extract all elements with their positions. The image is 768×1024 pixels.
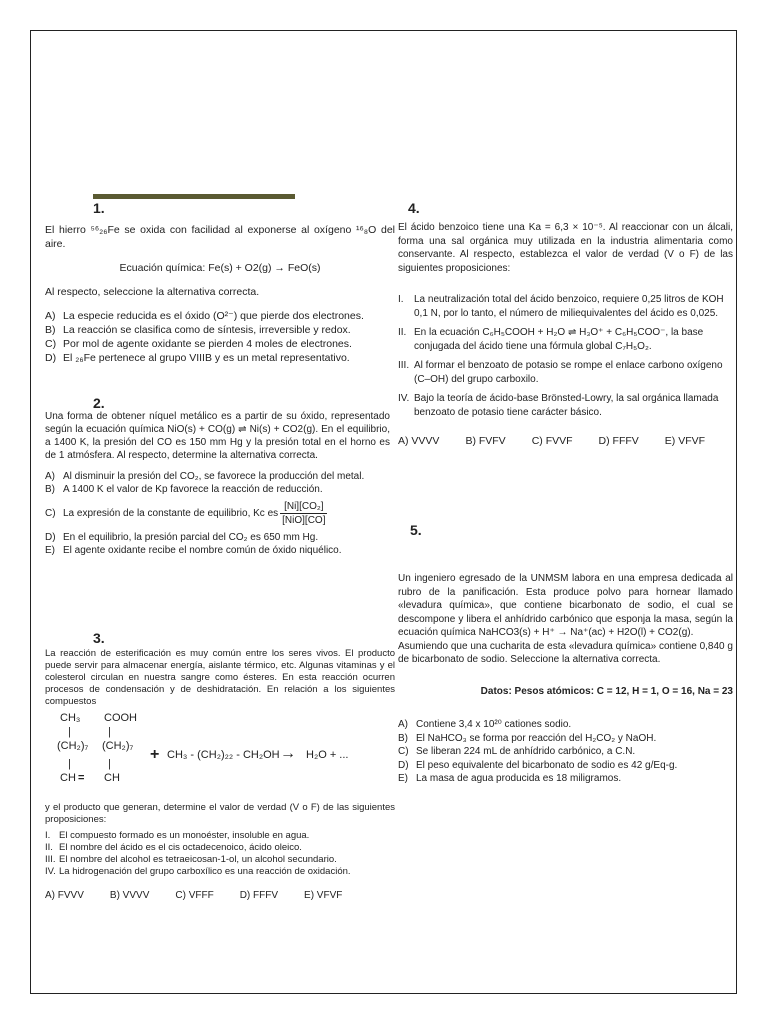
- q5-option-a: A) Contiene 3,4 x 10²⁰ cationes sodio.: [398, 719, 572, 730]
- q5-option-c: C) Se liberan 224 mL de anhídrido carbónico, a C.N.: [398, 746, 636, 757]
- q3-answer-a: A) FVVV: [45, 890, 84, 901]
- bond-line: |: [68, 726, 71, 738]
- q1-options: [45, 309, 395, 365]
- plus-sign: +: [150, 746, 160, 763]
- q1-option-b: B) La reacción se clasifica como de síntesis, irreversible y redox.: [45, 324, 351, 336]
- q4-answer-a: A) VVVV: [398, 435, 440, 447]
- q2-options: [45, 470, 390, 557]
- header-bar: [93, 194, 295, 199]
- kc-fraction: $\frac{\text{[Ni][CO₂]}}{\text{[NiO][CO]}}$: [282, 501, 326, 526]
- q5-option-b: B) El NaHCO₃ se forma por reacción del H₂CO₂ y NaOH.: [398, 732, 657, 744]
- q3-number: 3.: [93, 630, 105, 646]
- struct-r2b: (CH₂)₇: [102, 740, 134, 752]
- q4-answer-c: C) FVVF: [531, 435, 573, 447]
- q3-stem-block: [45, 648, 395, 712]
- q4-number: 4.: [408, 200, 420, 216]
- q2-option-d: D) En el equilibrio, la presión parcial del CO₂ es 650 mm Hg.: [45, 532, 319, 543]
- q1-option-d: D) El ₂₆Fe pertenece al grupo VIIIB y es un metal representativo.: [45, 352, 350, 364]
- q4-props: [398, 293, 733, 419]
- q4-prop-4: IV. Bajo la teoría de ácido-base Brönsted-Lowry, la sal orgánica llamada benzoato de potasio tiene carácter básico.: [398, 393, 719, 418]
- struct-r2a: (CH₂)₇: [57, 740, 89, 752]
- q3-answer-e: E) VFVF: [304, 890, 343, 901]
- q3-prompt: y el producto que generan, determine el valor de verdad (V o F) de las siguientes proposiciones:: [45, 802, 395, 825]
- q4-answer-e: E) VFVF: [664, 435, 706, 447]
- q3-answer-d: D) FFFV: [239, 890, 279, 901]
- q3-answer-b: B) VVVV: [109, 890, 150, 901]
- q3-stem: La reacción de esterificación es muy común entre los seres vivos. El producto puede servir para almacenar energía, aislante térmico, etc. Algunas vitaminas y el colesterol circulan en nuestra sangre como ésteres. En esta reacción ocurren procesos de condensación y de deshidratación. En relación a los siguientes compuestos: [45, 648, 395, 707]
- q1-option-a: A) La especie reducida es el óxido (O²⁻) que pierde dos electrones.: [45, 310, 364, 322]
- q3-answer-c: C) VFFF: [175, 890, 214, 901]
- q4-block: [398, 221, 733, 449]
- q5-options: [398, 718, 733, 786]
- q4-answers: [398, 435, 733, 449]
- q4-stem: El ácido benzoico tiene una Ka = 6,3 × 10⁻⁵. Al reaccionar con un álcali, forma una sal orgánica muy utilizada en la industria alimentaria como conservante. Al respecto, establezca el valor de verdad (V o F) de las siguientes proposiciones:: [398, 222, 733, 274]
- q4-prop-1: I. La neutralización total del ácido benzoico, requiere 0,25 litros de KOH 0,1 N, por lo tanto, el número de miliequivalentes del ácido es 0,025.: [398, 294, 724, 319]
- q1-block: [45, 223, 395, 365]
- q3-props-block: [45, 802, 395, 902]
- q5-option-e: E) La masa de agua producida es 18 miligramos.: [398, 773, 622, 784]
- q5-stem-2: Asumiendo que una cucharita de esta «levadura química» contiene 0,840 g de bicarbonato de sodio. Seleccione la alternativa correcta.: [398, 640, 733, 665]
- q2-stem: Una forma de obtener níquel metálico es a partir de su óxido, representado según la ecuación química NiO(s) + CO(g) ⇌ Ni(s) + CO2(g). En el equilibrio, a 1400 K, la presión del CO es 150 mm Hg y la presión total en el horno es de 1 atmósfera. Al respecto, determine la alternativa correcta.: [45, 411, 390, 461]
- q5-data: Datos: Pesos atómicos: C = 12, H = 1, O = 16, Na = 23: [480, 685, 733, 697]
- q1-option-c: C) Por mol de agente oxidante se pierden 4 moles de electrones.: [45, 338, 352, 350]
- bond-line: |: [108, 726, 111, 738]
- struct-r3a: CH: [60, 772, 76, 784]
- q4-prop-3: III. Al formar el benzoato de potasio se rompe el enlace carbono oxígeno (C–OH) del grupo carboxilo.: [398, 360, 723, 385]
- q1-prompt: Al respecto, seleccione la alternativa correcta.: [45, 286, 260, 298]
- q5-block: [398, 572, 733, 786]
- q2-option-b: B) A 1400 K el valor de Kp favorece la reacción de reducción.: [45, 484, 323, 495]
- q3-answers: [45, 890, 395, 902]
- double-bond: =: [78, 772, 85, 784]
- q4-answer-b: B) FVFV: [465, 435, 506, 447]
- q4-prop-2: II. En la ecuación C₆H₅COOH + H₂O ⇌ H₃O⁺ + C₆H₅COO⁻, la base conjugada del ácido tiene una fórmula global C₇H₅O₂.: [398, 327, 704, 352]
- q5-option-d: D) El peso equivalente del bicarbonato de sodio es 42 g/Eq-g.: [398, 759, 678, 771]
- q3-prop-1: I. El compuesto formado es un monoéster, insoluble en agua.: [45, 830, 310, 841]
- bond-line: |: [68, 758, 71, 770]
- q3-prop-4: IV. La hidrogenación del grupo carboxílico es una reacción de oxidación.: [45, 866, 351, 877]
- q2-option-e: E) El agente oxidante recibe el nombre común de óxido niquélico.: [45, 545, 342, 556]
- alcohol-formula: CH₃ - (CH₂)₂₂ - CH₂OH: [167, 749, 280, 761]
- products-formula: H₂O + ...: [306, 749, 349, 761]
- struct-r3b: CH: [104, 772, 120, 784]
- q3-prop-2: II. El nombre del ácido es el cis octadecenoico, ácido oleico.: [45, 842, 302, 853]
- q2-block: [45, 410, 390, 557]
- q1-stem: El hierro ⁵⁶₂₆Fe se oxida con facilidad al exponerse al oxígeno ¹⁶₈O del aire.: [45, 224, 395, 250]
- q1-equation: Ecuación química: Fe(s) + O2(g) → FeO(s): [119, 262, 321, 274]
- struct-r1b: COOH: [104, 712, 137, 724]
- q1-number: 1.: [93, 200, 105, 216]
- q5-stem: Un ingeniero egresado de la UNMSM labora en una empresa dedicada al rubro de la panificación. Esta produce polvo para hornear llamado «levadura química», que contiene bicarbonato de sodio, el cual se descompone y libera el anhídrido carbónico que esponja la masa, según la ecuación química NaHCO3(s) + H⁺ → Na⁺(ac) + H2O(l) + CO2(g).: [398, 573, 733, 638]
- reaction-arrow: →: [280, 745, 296, 762]
- bond-line: |: [108, 758, 111, 770]
- q3-prop-3: III. El nombre del alcohol es tetraeicosan-1-ol, un alcohol secundario.: [45, 854, 337, 865]
- q2-option-a: A) Al disminuir la presión del CO₂, se favorece la producción del metal.: [45, 471, 365, 482]
- q2-option-c: C) La expresión de la constante de equilibrio, Kc es $\frac{\text{[Ni][CO₂]}}{\text{[NiO][CO]}}$: [45, 501, 326, 526]
- q2-number: 2.: [93, 395, 105, 411]
- q4-answer-d: D) FFFV: [598, 435, 639, 447]
- struct-r1a: CH₃: [60, 712, 81, 724]
- q5-number: 5.: [410, 522, 422, 538]
